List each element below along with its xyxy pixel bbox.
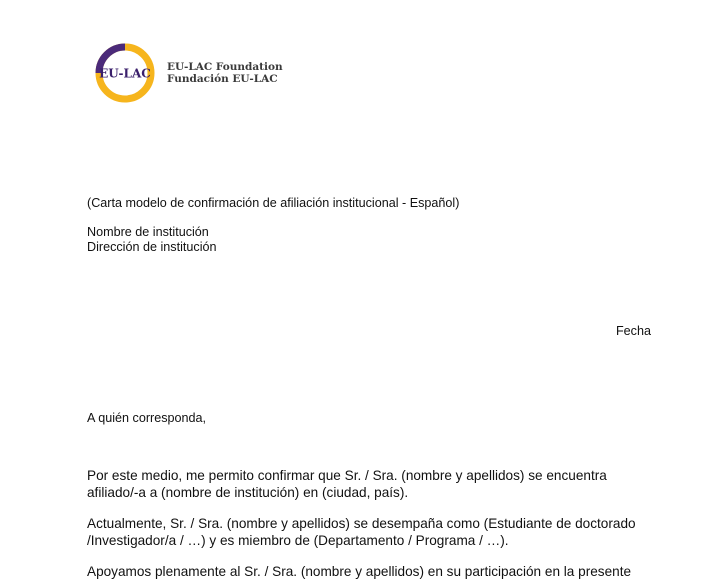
letter-date: Fecha: [615, 324, 651, 338]
org-name-es: Fundación EU-LAC: [167, 73, 278, 85]
eu-lac-logo: [92, 42, 158, 104]
institution-address: Dirección de institución: [87, 240, 217, 254]
institution-block: [87, 225, 217, 255]
paragraph-2-line-1: Actualmente, Sr. / Sra. (nombre y apellidos) se desempaña como (Estudiante de doctorado: [87, 516, 636, 531]
paragraph-1-line-2: afiliado/-a a (nombre de institución) en (ciudad, país).: [87, 485, 409, 500]
paragraph-2-line-2: /Investigador/a / …) y es miembro de (Departamento / Programa / …).: [87, 533, 509, 548]
paragraph-3-line-1: Apoyamos plenamente al Sr. / Sra. (nombre y apellidos) en su participación en la presente: [87, 564, 632, 579]
paragraph-3: [87, 563, 667, 580]
organization-names: [167, 61, 283, 85]
paragraph-1: [87, 467, 667, 501]
org-name-en: EU-LAC Foundation: [167, 61, 283, 73]
paragraph-2: [87, 515, 667, 549]
letter-greeting: A quién corresponda,: [87, 411, 207, 425]
institution-name: Nombre de institución: [87, 225, 209, 239]
logo-text: EU-LAC: [99, 66, 151, 81]
letter-subject: (Carta modelo de confirmación de afiliación institucional - Español): [87, 196, 460, 210]
paragraph-1-line-1: Por este medio, me permito confirmar que Sr. / Sra. (nombre y apellidos) se encuentra: [87, 468, 607, 483]
